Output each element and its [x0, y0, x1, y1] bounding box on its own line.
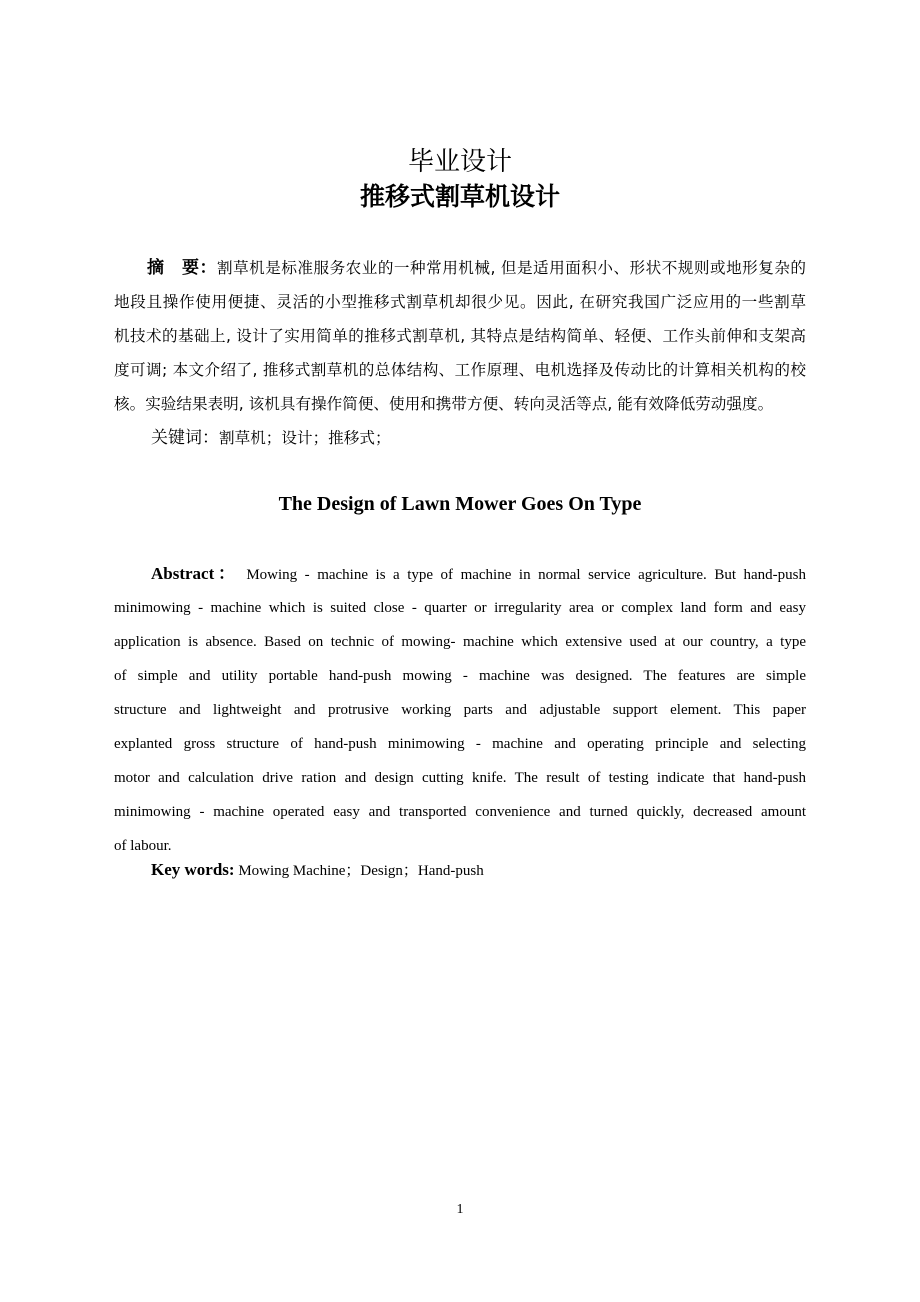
abstract-en-line: explanted gross structure of hand-push minimowing - machine and operating principle and selecting: [114, 736, 806, 752]
abstract-en-line: minimowing - machine operated easy and transported convenience and turned quickly, decreased amount: [114, 804, 806, 820]
document-title: 毕业设计: [407, 147, 512, 176]
keywords-cn: [151, 428, 843, 448]
keywords-en-label: Key words:: [151, 860, 235, 879]
thesis-title: 推移式割草机设计: [359, 182, 560, 211]
abstract-en-text: Mowing - machine is a type of machine in normal service agriculture. But hand-push: [246, 567, 806, 583]
abstract-en-line: application is absence. Based on technic of mowing- machine which extensive used at our country, a type: [114, 634, 806, 650]
abstract-cn-label: 摘 要：: [147, 258, 217, 278]
abstract-cn-line: 机技术的基础上, 设计了实用简单的推移式割草机, 其特点是结构简单、轻便、工作头前伸和支架高: [114, 327, 806, 345]
keywords-en-text: Mowing Machine；Design；Hand-push: [234, 863, 484, 879]
abstract-cn-line: [147, 258, 806, 278]
abstract-en-line: of simple and utility portable hand-push mowing - machine was designed. The features are simple: [114, 668, 806, 684]
abstract-en-label: Abstract：: [151, 564, 239, 583]
abstract-en-line: minimowing - machine which is suited close - quarter or irregularity area or complex land form and easy: [114, 600, 806, 616]
abstract-cn-line: 核。实验结果表明, 该机具有操作简便、使用和携带方便、转向灵活等点, 能有效降低劳动强度。: [114, 395, 774, 413]
abstract-en-line: motor and calculation drive ration and design cutting knife. The result of testing indicate that hand-push: [114, 770, 806, 786]
english-title: The Design of Lawn Mower Goes On Type: [278, 493, 642, 515]
keywords-cn-text: 割草机；设计；推移式；: [219, 429, 391, 447]
keywords-cn-label: 关键词：: [151, 428, 219, 448]
abstract-cn-line: 地段且操作使用便捷、灵活的小型推移式割草机却很少见。因此, 在研究我国广泛应用的一些割草: [114, 293, 806, 311]
abstract-cn-line: 度可调; 本文介绍了, 推移式割草机的总体结构、工作原理、电机选择及传动比的计算相关机构的校: [114, 361, 806, 379]
page-number: 1: [456, 1202, 464, 1217]
abstract-cn-text: 割草机是标准服务农业的一种常用机械, 但是适用面积小、形状不规则或地形复杂的: [216, 259, 807, 277]
keywords-en: [151, 860, 843, 881]
abstract-en-line: [151, 564, 806, 585]
abstract-en-line: structure and lightweight and protrusive working parts and adjustable support element. This paper: [114, 702, 806, 718]
abstract-en-line: of labour.: [114, 838, 172, 854]
